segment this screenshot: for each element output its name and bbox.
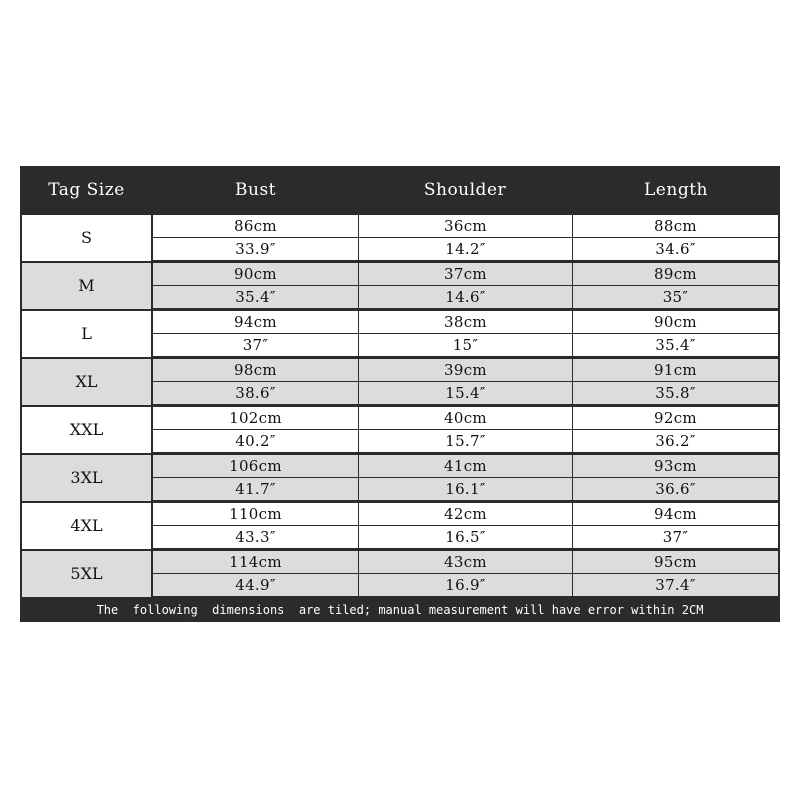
tag-size-cell: 4XL (22, 503, 151, 549)
tag-size-cell: S (22, 215, 151, 261)
length-cm-cell: 94cm (573, 503, 778, 525)
table-row (20, 550, 780, 598)
length-in-cell: 36.2″ (573, 430, 778, 452)
bust-cm-cell: 110cm (153, 503, 358, 525)
table-row (20, 310, 780, 358)
length-cm-cell: 91cm (573, 359, 778, 381)
shoulder-cm-cell: 37cm (359, 263, 572, 285)
length-in-cell: 34.6″ (573, 238, 778, 260)
length-cm-cell: 93cm (573, 455, 778, 477)
bust-cm-cell: 86cm (153, 215, 358, 237)
table-row (20, 214, 780, 262)
shoulder-in-cell: 16.1″ (359, 478, 572, 500)
bust-cm-cell: 94cm (153, 311, 358, 333)
header-tag-size: Tag Size (48, 180, 125, 200)
tag-size-cell: M (22, 263, 151, 309)
length-cm-cell: 92cm (573, 407, 778, 429)
shoulder-in-cell: 14.6″ (359, 286, 572, 308)
measurement-note: The following dimensions are tiled; manual measurement will have error within 2CM (96, 603, 704, 617)
table-row (20, 454, 780, 502)
tag-size-cell: L (22, 311, 151, 357)
shoulder-cm-cell: 43cm (359, 551, 572, 573)
shoulder-cm-cell: 36cm (359, 215, 572, 237)
shoulder-cm-cell: 42cm (359, 503, 572, 525)
shoulder-in-cell: 15″ (359, 334, 572, 356)
shoulder-cm-cell: 41cm (359, 455, 572, 477)
tag-size-cell: 3XL (22, 455, 151, 501)
shoulder-cm-cell: 40cm (359, 407, 572, 429)
shoulder-in-cell: 16.5″ (359, 526, 572, 548)
bust-cm-cell: 106cm (153, 455, 358, 477)
table-row (20, 406, 780, 454)
bust-cm-cell: 98cm (153, 359, 358, 381)
length-in-cell: 37″ (573, 526, 778, 548)
bust-in-cell: 35.4″ (153, 286, 358, 308)
length-in-cell: 35″ (573, 286, 778, 308)
table-header (20, 166, 780, 214)
bust-in-cell: 44.9″ (153, 574, 358, 596)
shoulder-cm-cell: 38cm (359, 311, 572, 333)
bust-cm-cell: 102cm (153, 407, 358, 429)
length-in-cell: 36.6″ (573, 478, 778, 500)
table-row (20, 502, 780, 550)
tag-size-cell: XL (22, 359, 151, 405)
shoulder-in-cell: 15.7″ (359, 430, 572, 452)
length-cm-cell: 95cm (573, 551, 778, 573)
table-body (20, 214, 780, 598)
header-length: Length (644, 180, 708, 200)
table-row (20, 358, 780, 406)
length-cm-cell: 90cm (573, 311, 778, 333)
header-bust: Bust (235, 180, 276, 200)
bust-in-cell: 40.2″ (153, 430, 358, 452)
bust-in-cell: 33.9″ (153, 238, 358, 260)
bust-in-cell: 43.3″ (153, 526, 358, 548)
tag-size-cell: 5XL (22, 551, 151, 597)
length-in-cell: 37.4″ (573, 574, 778, 596)
bust-in-cell: 41.7″ (153, 478, 358, 500)
shoulder-in-cell: 16.9″ (359, 574, 572, 596)
table-row (20, 262, 780, 310)
bust-cm-cell: 114cm (153, 551, 358, 573)
length-in-cell: 35.4″ (573, 334, 778, 356)
bust-in-cell: 37″ (153, 334, 358, 356)
size-chart (20, 166, 780, 622)
shoulder-cm-cell: 39cm (359, 359, 572, 381)
length-cm-cell: 88cm (573, 215, 778, 237)
bust-cm-cell: 90cm (153, 263, 358, 285)
length-in-cell: 35.8″ (573, 382, 778, 404)
tag-size-cell: XXL (22, 407, 151, 453)
shoulder-in-cell: 15.4″ (359, 382, 572, 404)
shoulder-in-cell: 14.2″ (359, 238, 572, 260)
bust-in-cell: 38.6″ (153, 382, 358, 404)
length-cm-cell: 89cm (573, 263, 778, 285)
header-shoulder: Shoulder (423, 180, 507, 200)
